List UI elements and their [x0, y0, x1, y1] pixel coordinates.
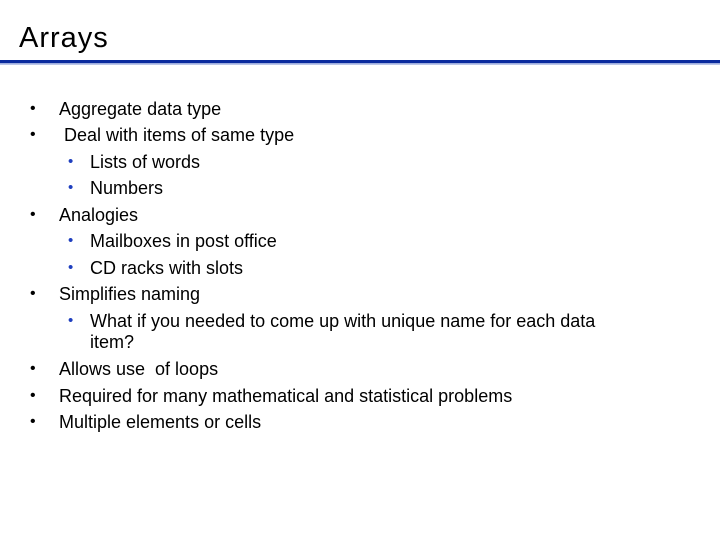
bullet-text: Multiple elements or cells	[59, 412, 262, 432]
bullet-dot: •	[30, 413, 36, 430]
sub-bullet-dot: •	[68, 232, 74, 249]
sub-bullet-text: Mailboxes in post office	[90, 231, 277, 251]
bullet-text: Analogies	[59, 205, 139, 225]
bullet-dot: •	[30, 387, 36, 404]
bullet-dot: •	[30, 126, 36, 143]
sub-bullet-text: What if you needed to come up with unique name for each data	[90, 311, 596, 331]
sub-bullet-dot: •	[68, 312, 74, 329]
bullet-text: Allows use of loops	[59, 359, 219, 379]
sub-bullet-text: CD racks with slots	[90, 258, 244, 278]
bullet-dot: •	[30, 360, 36, 377]
bullet-text: Simplifies naming	[59, 284, 201, 304]
bullet-text: Aggregate data type	[59, 99, 222, 119]
sub-bullet-dot: •	[68, 153, 74, 170]
sub-bullet-text: Numbers	[90, 178, 164, 198]
bullet-text: Required for many mathematical and statistical problems	[59, 386, 513, 406]
bullet-dot: •	[30, 100, 36, 117]
bullet-dot: •	[30, 285, 36, 302]
bullet-dot: •	[30, 206, 36, 223]
bullet-text: Deal with items of same type	[59, 125, 295, 145]
slide-title: Arrays	[19, 22, 109, 54]
sub-bullet-dot: •	[68, 179, 74, 196]
sub-bullet-text: Lists of words	[90, 152, 201, 172]
sub-bullet-continuation: item?	[90, 332, 135, 352]
sub-bullet-dot: •	[68, 259, 74, 276]
